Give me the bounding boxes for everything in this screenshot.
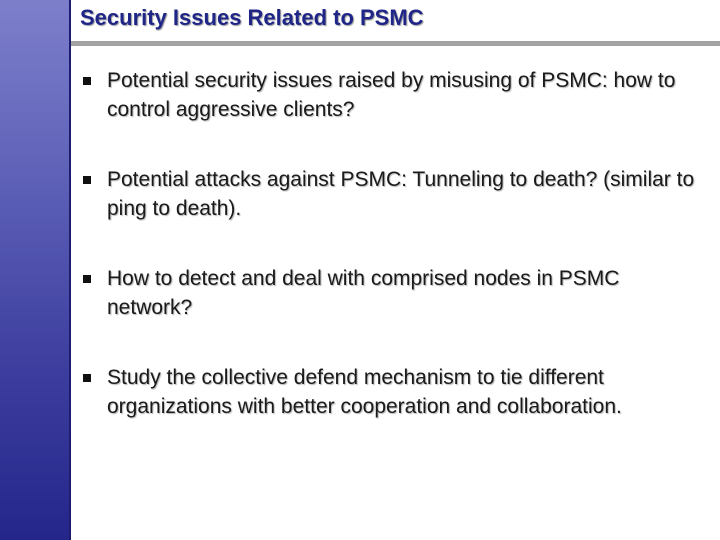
bullet-text: How to detect and deal with comprised nodes in PSMC network? [107,267,620,319]
bullet-item [80,165,700,223]
square-bullet-icon [83,77,91,85]
square-bullet-icon [83,275,91,283]
bullet-item [80,363,700,421]
bullet-text: Potential attacks against PSMC: Tunneling to death? (similar to ping to death). [107,168,695,220]
bullet-text: Potential security issues raised by misusing of PSMC: how to control aggressive clients? [107,69,676,121]
bullet-list [80,66,700,462]
sidebar-gradient-bar [0,0,71,540]
bullet-item [80,264,700,322]
slide-title: Security Issues Related to PSMC [80,5,424,30]
square-bullet-icon [83,374,91,382]
bullet-item [80,66,700,124]
square-bullet-icon [83,176,91,184]
bullet-text: Study the collective defend mechanism to tie different organizations with better cooperation and collaboration. [107,366,622,418]
title-underline-rule [71,41,720,46]
